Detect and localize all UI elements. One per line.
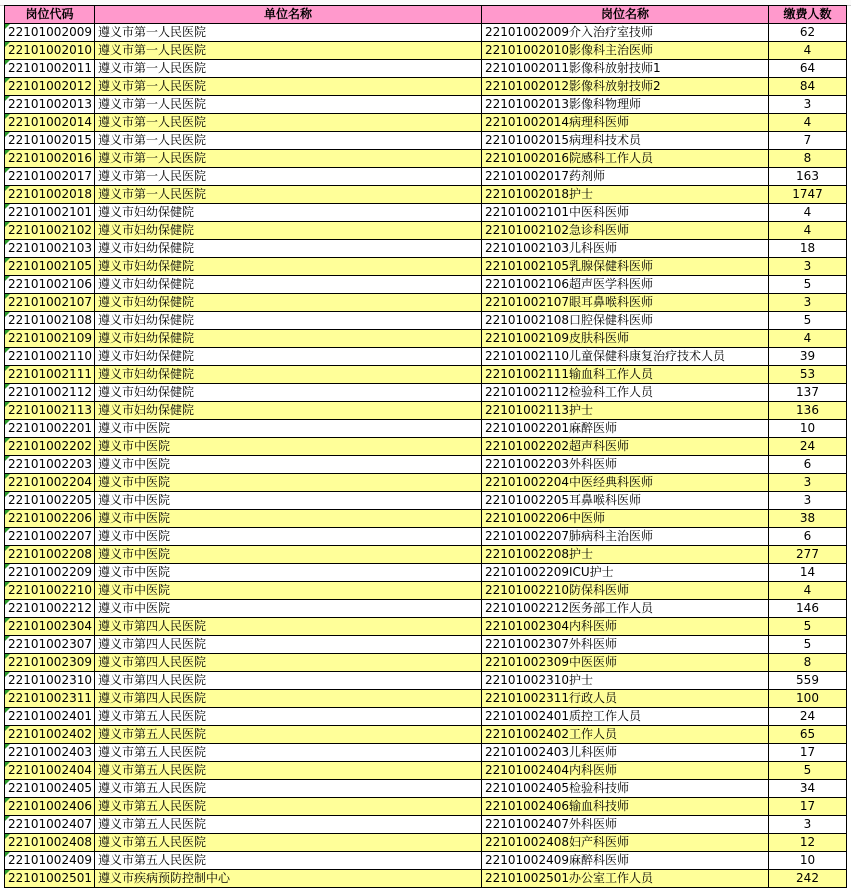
table-row bbox=[5, 618, 847, 636]
cell-position[interactable]: 22101002112检验科工作人员 bbox=[482, 384, 769, 402]
cell-code[interactable]: 22101002012 bbox=[5, 78, 95, 96]
cell-position[interactable]: 22101002210防保科医师 bbox=[482, 582, 769, 600]
header-code[interactable]: 岗位代码 bbox=[5, 6, 95, 24]
cell-unit[interactable]: 遵义市第四人民医院 bbox=[95, 618, 482, 636]
cell-unit[interactable]: 遵义市中医院 bbox=[95, 474, 482, 492]
cell-unit[interactable]: 遵义市第五人民医院 bbox=[95, 726, 482, 744]
cell-unit[interactable]: 遵义市妇幼保健院 bbox=[95, 402, 482, 420]
cell-unit[interactable]: 遵义市第一人民医院 bbox=[95, 168, 482, 186]
cell-code[interactable]: 22101002016 bbox=[5, 150, 95, 168]
cell-count[interactable]: 136 bbox=[769, 402, 847, 420]
cell-code[interactable]: 22101002111 bbox=[5, 366, 95, 384]
cell-code[interactable]: 22101002113 bbox=[5, 402, 95, 420]
cell-count[interactable]: 559 bbox=[769, 672, 847, 690]
cell-code[interactable]: 22101002403 bbox=[5, 744, 95, 762]
table-row bbox=[5, 150, 847, 168]
table-row bbox=[5, 132, 847, 150]
cell-position[interactable]: 22101002013影像科物理师 bbox=[482, 96, 769, 114]
cell-code[interactable]: 22101002206 bbox=[5, 510, 95, 528]
table-row bbox=[5, 744, 847, 762]
cell-count[interactable]: 64 bbox=[769, 60, 847, 78]
cell-code[interactable]: 22101002202 bbox=[5, 438, 95, 456]
table-row bbox=[5, 96, 847, 114]
cell-position[interactable]: 22101002212医务部工作人员 bbox=[482, 600, 769, 618]
table-row bbox=[5, 690, 847, 708]
cell-unit[interactable]: 遵义市第四人民医院 bbox=[95, 654, 482, 672]
cell-unit[interactable]: 遵义市第一人民医院 bbox=[95, 132, 482, 150]
cell-code[interactable]: 22101002408 bbox=[5, 834, 95, 852]
cell-count[interactable]: 4 bbox=[769, 330, 847, 348]
cell-unit[interactable]: 遵义市第一人民医院 bbox=[95, 114, 482, 132]
cell-code[interactable]: 22101002209 bbox=[5, 564, 95, 582]
cell-unit[interactable]: 遵义市中医院 bbox=[95, 510, 482, 528]
cell-count[interactable]: 3 bbox=[769, 96, 847, 114]
cell-count[interactable]: 3 bbox=[769, 816, 847, 834]
table-row bbox=[5, 600, 847, 618]
table-row bbox=[5, 186, 847, 204]
cell-count[interactable]: 24 bbox=[769, 708, 847, 726]
cell-count[interactable]: 146 bbox=[769, 600, 847, 618]
header-position[interactable]: 岗位名称 bbox=[482, 6, 769, 24]
table-row bbox=[5, 852, 847, 870]
cell-count[interactable]: 3 bbox=[769, 492, 847, 510]
cell-position[interactable]: 22101002408妇产科医师 bbox=[482, 834, 769, 852]
cell-count[interactable]: 4 bbox=[769, 582, 847, 600]
table-row bbox=[5, 798, 847, 816]
cell-code[interactable]: 22101002304 bbox=[5, 618, 95, 636]
cell-position[interactable]: 22101002012影像科放射技师2 bbox=[482, 78, 769, 96]
cell-count[interactable]: 8 bbox=[769, 654, 847, 672]
table-row bbox=[5, 420, 847, 438]
cell-count[interactable]: 62 bbox=[769, 24, 847, 42]
cell-position[interactable]: 22101002407外科医师 bbox=[482, 816, 769, 834]
cell-code[interactable]: 22101002013 bbox=[5, 96, 95, 114]
cell-code[interactable]: 22101002311 bbox=[5, 690, 95, 708]
cell-position[interactable]: 22101002406输血科技师 bbox=[482, 798, 769, 816]
cell-position[interactable]: 22101002409麻醉科医师 bbox=[482, 852, 769, 870]
cell-unit[interactable]: 遵义市第五人民医院 bbox=[95, 708, 482, 726]
cell-code[interactable]: 22101002205 bbox=[5, 492, 95, 510]
cell-unit[interactable]: 遵义市中医院 bbox=[95, 438, 482, 456]
table-row bbox=[5, 582, 847, 600]
cell-unit[interactable]: 遵义市第四人民医院 bbox=[95, 690, 482, 708]
cell-code[interactable]: 22101002307 bbox=[5, 636, 95, 654]
cell-position[interactable]: 22101002109皮肤科医师 bbox=[482, 330, 769, 348]
table-row bbox=[5, 24, 847, 42]
cell-count[interactable]: 10 bbox=[769, 420, 847, 438]
cell-position[interactable]: 22101002103儿科医师 bbox=[482, 240, 769, 258]
cell-unit[interactable]: 遵义市妇幼保健院 bbox=[95, 366, 482, 384]
cell-position[interactable]: 22101002309中医医师 bbox=[482, 654, 769, 672]
table-row bbox=[5, 258, 847, 276]
cell-position[interactable]: 22101002107眼耳鼻喉科医师 bbox=[482, 294, 769, 312]
cell-count[interactable]: 6 bbox=[769, 528, 847, 546]
table-body bbox=[5, 24, 847, 888]
table-row bbox=[5, 708, 847, 726]
cell-count[interactable]: 1747 bbox=[769, 186, 847, 204]
header-count[interactable]: 缴费人数 bbox=[769, 6, 847, 24]
cell-position[interactable]: 22101002207肺病科主治医师 bbox=[482, 528, 769, 546]
cell-position[interactable]: 22101002105乳腺保健科医师 bbox=[482, 258, 769, 276]
header-row bbox=[5, 6, 847, 24]
cell-code[interactable]: 22101002112 bbox=[5, 384, 95, 402]
cell-position[interactable]: 22101002018护士 bbox=[482, 186, 769, 204]
cell-count[interactable]: 5 bbox=[769, 276, 847, 294]
cell-position[interactable]: 22101002202超声科医师 bbox=[482, 438, 769, 456]
cell-position[interactable]: 22101002311行政人员 bbox=[482, 690, 769, 708]
table-row bbox=[5, 330, 847, 348]
table-row bbox=[5, 492, 847, 510]
table-row bbox=[5, 762, 847, 780]
cell-code[interactable]: 22101002108 bbox=[5, 312, 95, 330]
table-row bbox=[5, 276, 847, 294]
cell-unit[interactable]: 遵义市妇幼保健院 bbox=[95, 312, 482, 330]
cell-code[interactable]: 22101002501 bbox=[5, 870, 95, 888]
cell-unit[interactable]: 遵义市第四人民医院 bbox=[95, 672, 482, 690]
cell-count[interactable]: 8 bbox=[769, 150, 847, 168]
cell-unit[interactable]: 遵义市妇幼保健院 bbox=[95, 384, 482, 402]
cell-code[interactable]: 22101002208 bbox=[5, 546, 95, 564]
table-row bbox=[5, 42, 847, 60]
cell-unit[interactable]: 遵义市中医院 bbox=[95, 600, 482, 618]
table-row bbox=[5, 528, 847, 546]
cell-unit[interactable]: 遵义市第一人民医院 bbox=[95, 60, 482, 78]
cell-position[interactable]: 22101002009介入治疗室技师 bbox=[482, 24, 769, 42]
cell-code[interactable]: 22101002407 bbox=[5, 816, 95, 834]
cell-unit[interactable]: 遵义市中医院 bbox=[95, 582, 482, 600]
cell-unit[interactable]: 遵义市妇幼保健院 bbox=[95, 294, 482, 312]
cell-position[interactable]: 22101002208护士 bbox=[482, 546, 769, 564]
cell-count[interactable]: 65 bbox=[769, 726, 847, 744]
cell-unit[interactable]: 遵义市中医院 bbox=[95, 492, 482, 510]
cell-count[interactable]: 5 bbox=[769, 762, 847, 780]
cell-code[interactable]: 22101002309 bbox=[5, 654, 95, 672]
cell-unit[interactable]: 遵义市中医院 bbox=[95, 528, 482, 546]
cell-count[interactable]: 4 bbox=[769, 42, 847, 60]
cell-position[interactable]: 22101002402工作人员 bbox=[482, 726, 769, 744]
cell-count[interactable]: 18 bbox=[769, 240, 847, 258]
cell-count[interactable]: 3 bbox=[769, 258, 847, 276]
cell-position[interactable]: 22101002206中医师 bbox=[482, 510, 769, 528]
cell-count[interactable]: 12 bbox=[769, 834, 847, 852]
cell-code[interactable]: 22101002210 bbox=[5, 582, 95, 600]
cell-unit[interactable]: 遵义市妇幼保健院 bbox=[95, 222, 482, 240]
cell-position[interactable]: 22101002403儿科医师 bbox=[482, 744, 769, 762]
cell-unit[interactable]: 遵义市第一人民医院 bbox=[95, 24, 482, 42]
cell-code[interactable]: 22101002207 bbox=[5, 528, 95, 546]
table-row bbox=[5, 168, 847, 186]
cell-unit[interactable]: 遵义市第一人民医院 bbox=[95, 78, 482, 96]
table-row bbox=[5, 222, 847, 240]
cell-position[interactable]: 22101002203外科医师 bbox=[482, 456, 769, 474]
cell-count[interactable]: 4 bbox=[769, 204, 847, 222]
table-row bbox=[5, 294, 847, 312]
cell-position[interactable]: 22101002101中医科医师 bbox=[482, 204, 769, 222]
table-row bbox=[5, 834, 847, 852]
table-row bbox=[5, 816, 847, 834]
cell-code[interactable]: 22101002015 bbox=[5, 132, 95, 150]
cell-code[interactable]: 22101002009 bbox=[5, 24, 95, 42]
cell-count[interactable]: 4 bbox=[769, 222, 847, 240]
cell-code[interactable]: 22101002017 bbox=[5, 168, 95, 186]
cell-count[interactable]: 3 bbox=[769, 474, 847, 492]
cell-unit[interactable]: 遵义市第五人民医院 bbox=[95, 834, 482, 852]
cell-unit[interactable]: 遵义市第五人民医院 bbox=[95, 762, 482, 780]
cell-code[interactable]: 22101002409 bbox=[5, 852, 95, 870]
cell-unit[interactable]: 遵义市妇幼保健院 bbox=[95, 258, 482, 276]
cell-count[interactable]: 242 bbox=[769, 870, 847, 888]
table-row bbox=[5, 348, 847, 366]
cell-code[interactable]: 22101002204 bbox=[5, 474, 95, 492]
data-table bbox=[4, 5, 847, 888]
table-row bbox=[5, 384, 847, 402]
cell-unit[interactable]: 遵义市第五人民医院 bbox=[95, 852, 482, 870]
cell-position[interactable]: 22101002010影像科主治医师 bbox=[482, 42, 769, 60]
cell-code[interactable]: 22101002103 bbox=[5, 240, 95, 258]
cell-unit[interactable]: 遵义市第一人民医院 bbox=[95, 150, 482, 168]
cell-position[interactable]: 22101002401质控工作人员 bbox=[482, 708, 769, 726]
cell-unit[interactable]: 遵义市第一人民医院 bbox=[95, 96, 482, 114]
cell-code[interactable]: 22101002110 bbox=[5, 348, 95, 366]
cell-count[interactable]: 5 bbox=[769, 312, 847, 330]
table-row bbox=[5, 546, 847, 564]
cell-position[interactable]: 22101002011影像科放射技师1 bbox=[482, 60, 769, 78]
cell-code[interactable]: 22101002404 bbox=[5, 762, 95, 780]
cell-count[interactable]: 24 bbox=[769, 438, 847, 456]
cell-unit[interactable]: 遵义市中医院 bbox=[95, 456, 482, 474]
table-row bbox=[5, 870, 847, 888]
cell-code[interactable]: 22101002014 bbox=[5, 114, 95, 132]
cell-code[interactable]: 22101002402 bbox=[5, 726, 95, 744]
table-row bbox=[5, 312, 847, 330]
table-row bbox=[5, 474, 847, 492]
cell-count[interactable]: 10 bbox=[769, 852, 847, 870]
cell-count[interactable]: 84 bbox=[769, 78, 847, 96]
cell-count[interactable]: 3 bbox=[769, 294, 847, 312]
cell-unit[interactable]: 遵义市第五人民医院 bbox=[95, 798, 482, 816]
table-row bbox=[5, 240, 847, 258]
cell-unit[interactable]: 遵义市妇幼保健院 bbox=[95, 204, 482, 222]
cell-count[interactable]: 277 bbox=[769, 546, 847, 564]
cell-count[interactable]: 163 bbox=[769, 168, 847, 186]
cell-count[interactable]: 100 bbox=[769, 690, 847, 708]
cell-position[interactable]: 22101002016院感科工作人员 bbox=[482, 150, 769, 168]
cell-position[interactable]: 22101002209ICU护士 bbox=[482, 564, 769, 582]
cell-position[interactable]: 22101002015病理科技术员 bbox=[482, 132, 769, 150]
cell-count[interactable]: 53 bbox=[769, 366, 847, 384]
cell-code[interactable]: 22101002105 bbox=[5, 258, 95, 276]
cell-unit[interactable]: 遵义市第一人民医院 bbox=[95, 42, 482, 60]
table-row bbox=[5, 402, 847, 420]
cell-position[interactable]: 22101002310护士 bbox=[482, 672, 769, 690]
cell-position[interactable]: 22101002108口腔保健科医师 bbox=[482, 312, 769, 330]
cell-position[interactable]: 22101002307外科医师 bbox=[482, 636, 769, 654]
cell-count[interactable]: 17 bbox=[769, 744, 847, 762]
cell-count[interactable]: 39 bbox=[769, 348, 847, 366]
cell-unit[interactable]: 遵义市妇幼保健院 bbox=[95, 240, 482, 258]
table-row bbox=[5, 780, 847, 798]
cell-position[interactable]: 22101002106超声医学科医师 bbox=[482, 276, 769, 294]
table-row bbox=[5, 726, 847, 744]
cell-position[interactable]: 22101002201麻醉医师 bbox=[482, 420, 769, 438]
cell-code[interactable]: 22101002109 bbox=[5, 330, 95, 348]
cell-position[interactable]: 22101002405检验科技师 bbox=[482, 780, 769, 798]
cell-code[interactable]: 22101002405 bbox=[5, 780, 95, 798]
table-row bbox=[5, 510, 847, 528]
cell-code[interactable]: 22101002011 bbox=[5, 60, 95, 78]
table-row bbox=[5, 636, 847, 654]
cell-position[interactable]: 22101002017药剂师 bbox=[482, 168, 769, 186]
cell-unit[interactable]: 遵义市妇幼保健院 bbox=[95, 330, 482, 348]
cell-code[interactable]: 22101002107 bbox=[5, 294, 95, 312]
cell-unit[interactable]: 遵义市第五人民医院 bbox=[95, 816, 482, 834]
table-row bbox=[5, 114, 847, 132]
table-row bbox=[5, 204, 847, 222]
cell-position[interactable]: 22101002304内科医师 bbox=[482, 618, 769, 636]
cell-code[interactable]: 22101002101 bbox=[5, 204, 95, 222]
cell-code[interactable]: 22101002310 bbox=[5, 672, 95, 690]
cell-code[interactable]: 22101002106 bbox=[5, 276, 95, 294]
cell-position[interactable]: 22101002014病理科医师 bbox=[482, 114, 769, 132]
cell-code[interactable]: 22101002212 bbox=[5, 600, 95, 618]
cell-code[interactable]: 22101002406 bbox=[5, 798, 95, 816]
cell-position[interactable]: 22101002102急诊科医师 bbox=[482, 222, 769, 240]
cell-position[interactable]: 22101002204中医经典科医师 bbox=[482, 474, 769, 492]
cell-code[interactable]: 22101002102 bbox=[5, 222, 95, 240]
cell-count[interactable]: 6 bbox=[769, 456, 847, 474]
cell-count[interactable]: 5 bbox=[769, 618, 847, 636]
table-row bbox=[5, 456, 847, 474]
cell-code[interactable]: 22101002203 bbox=[5, 456, 95, 474]
cell-unit[interactable]: 遵义市中医院 bbox=[95, 564, 482, 582]
cell-code[interactable]: 22101002201 bbox=[5, 420, 95, 438]
table-row bbox=[5, 78, 847, 96]
cell-unit[interactable]: 遵义市第一人民医院 bbox=[95, 186, 482, 204]
cell-position[interactable]: 22101002404内科医师 bbox=[482, 762, 769, 780]
cell-unit[interactable]: 遵义市疾病预防控制中心 bbox=[95, 870, 482, 888]
cell-unit[interactable]: 遵义市中医院 bbox=[95, 420, 482, 438]
cell-count[interactable]: 34 bbox=[769, 780, 847, 798]
cell-count[interactable]: 5 bbox=[769, 636, 847, 654]
table-row bbox=[5, 438, 847, 456]
cell-code[interactable]: 22101002401 bbox=[5, 708, 95, 726]
cell-count[interactable]: 38 bbox=[769, 510, 847, 528]
cell-position[interactable]: 22101002113护士 bbox=[482, 402, 769, 420]
table-row bbox=[5, 60, 847, 78]
cell-unit[interactable]: 遵义市第五人民医院 bbox=[95, 744, 482, 762]
cell-count[interactable]: 14 bbox=[769, 564, 847, 582]
cell-unit[interactable]: 遵义市中医院 bbox=[95, 546, 482, 564]
cell-position[interactable]: 22101002110儿童保健科康复治疗技术人员 bbox=[482, 348, 769, 366]
cell-position[interactable]: 22101002501办公室工作人员 bbox=[482, 870, 769, 888]
cell-count[interactable]: 7 bbox=[769, 132, 847, 150]
table-row bbox=[5, 654, 847, 672]
cell-count[interactable]: 17 bbox=[769, 798, 847, 816]
cell-count[interactable]: 137 bbox=[769, 384, 847, 402]
header-unit[interactable]: 单位名称 bbox=[95, 6, 482, 24]
cell-count[interactable]: 4 bbox=[769, 114, 847, 132]
cell-position[interactable]: 22101002205耳鼻喉科医师 bbox=[482, 492, 769, 510]
cell-code[interactable]: 22101002018 bbox=[5, 186, 95, 204]
cell-position[interactable]: 22101002111输血科工作人员 bbox=[482, 366, 769, 384]
cell-unit[interactable]: 遵义市第四人民医院 bbox=[95, 636, 482, 654]
cell-unit[interactable]: 遵义市妇幼保健院 bbox=[95, 276, 482, 294]
table-row bbox=[5, 366, 847, 384]
cell-code[interactable]: 22101002010 bbox=[5, 42, 95, 60]
cell-unit[interactable]: 遵义市妇幼保健院 bbox=[95, 348, 482, 366]
cell-unit[interactable]: 遵义市第五人民医院 bbox=[95, 780, 482, 798]
table-row bbox=[5, 672, 847, 690]
table-row bbox=[5, 564, 847, 582]
